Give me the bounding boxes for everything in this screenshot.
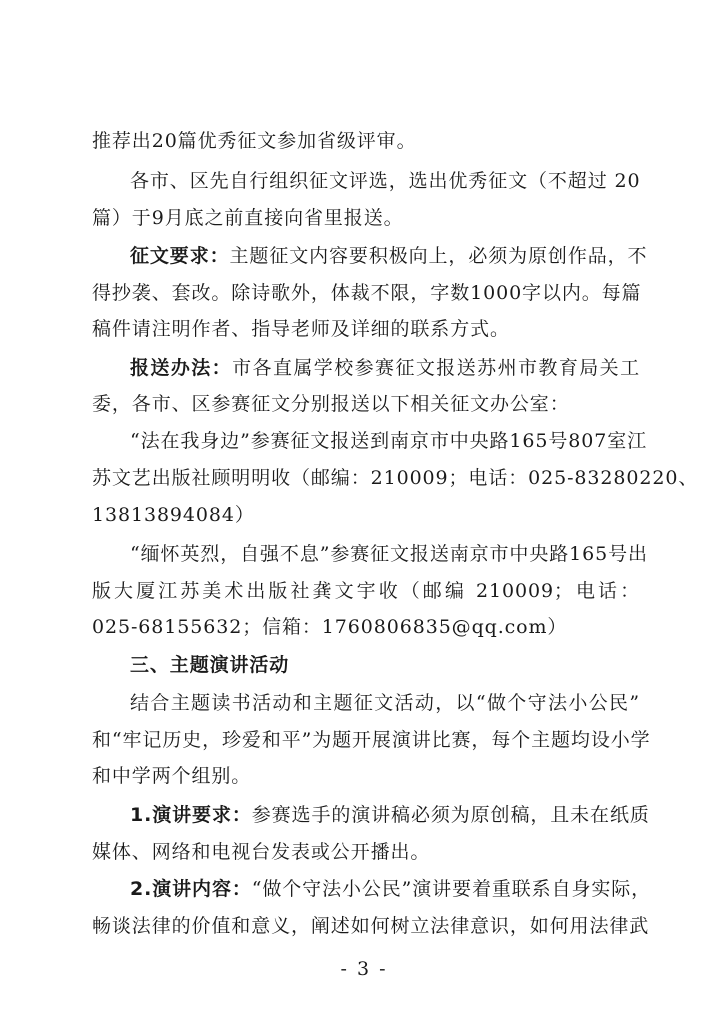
text-line: 各市、区先自行组织征文评选，选出优秀征文（不超过 20 — [130, 170, 641, 192]
section-lead: 报送办法： — [130, 357, 233, 379]
text-segment: 主题征文内容要积极向上，必须为原创作品，不 — [229, 245, 648, 267]
text-segment: 市各直属学校参赛征文报送苏州市教育局关工 — [232, 357, 640, 379]
text-line: 推荐出20篇优秀征文参加省级评审。 — [92, 130, 417, 152]
text-line: 结合主题读书活动和主题征文活动，以“做个守法小公民” — [130, 692, 640, 714]
text-line: 篇）于9月底之前直接向省里报送。 — [92, 207, 404, 229]
text-line: 025-68155632；信箱：1760806835@qq.com） — [92, 616, 568, 638]
text-line: “缅怀英烈，自强不息”参赛征文报送南京市中央路165号出 — [130, 543, 648, 565]
paragraph-line — [130, 355, 640, 381]
page-number: - 3 - — [340, 958, 388, 980]
text-line: 畅谈法律的价值和意义，阐述如何树立法律意识，如何用法律武 — [92, 915, 650, 937]
paragraph-line — [130, 802, 650, 828]
text-line: 13813894084） — [92, 504, 255, 526]
text-line: 版大厦江苏美术出版社龚文宇收（邮编 210009；电话： — [92, 580, 640, 602]
text-line: 媒体、网络和电视台发表或公开播出。 — [92, 841, 431, 863]
section-heading: 三、主题演讲活动 — [130, 654, 290, 676]
text-line: 苏文艺出版社顾明明收（邮编：210009；电话：025-83280220、 — [92, 467, 699, 489]
text-line: 得抄袭、套改。除诗歌外，体裁不限，字数1000字以内。每篇 — [92, 282, 642, 304]
text-line: 稿件请注明作者、指导老师及详细的联系方式。 — [92, 318, 510, 340]
text-line: “法在我身边”参赛征文报送到南京市中央路165号807室江 — [130, 430, 648, 452]
paragraph-line — [130, 243, 648, 269]
text-line: 委，各市、区参赛征文分别报送以下相关征文办公室： — [92, 393, 570, 415]
text-line: 和中学两个组别。 — [92, 765, 252, 787]
section-lead: 1.演讲要求： — [130, 804, 252, 826]
text-segment: 参赛选手的演讲稿必须为原创稿，且未在纸质 — [251, 804, 650, 826]
section-lead: 征文要求： — [130, 245, 230, 267]
paragraph-line — [130, 876, 652, 902]
text-line: 和“牢记历史，珍爱和平”为题开展演讲比赛，每个主题均设小学 — [92, 729, 651, 751]
text-segment: “做个守法小公民”演讲要着重联系自身实际， — [251, 878, 652, 900]
section-lead: 2.演讲内容： — [130, 878, 252, 900]
